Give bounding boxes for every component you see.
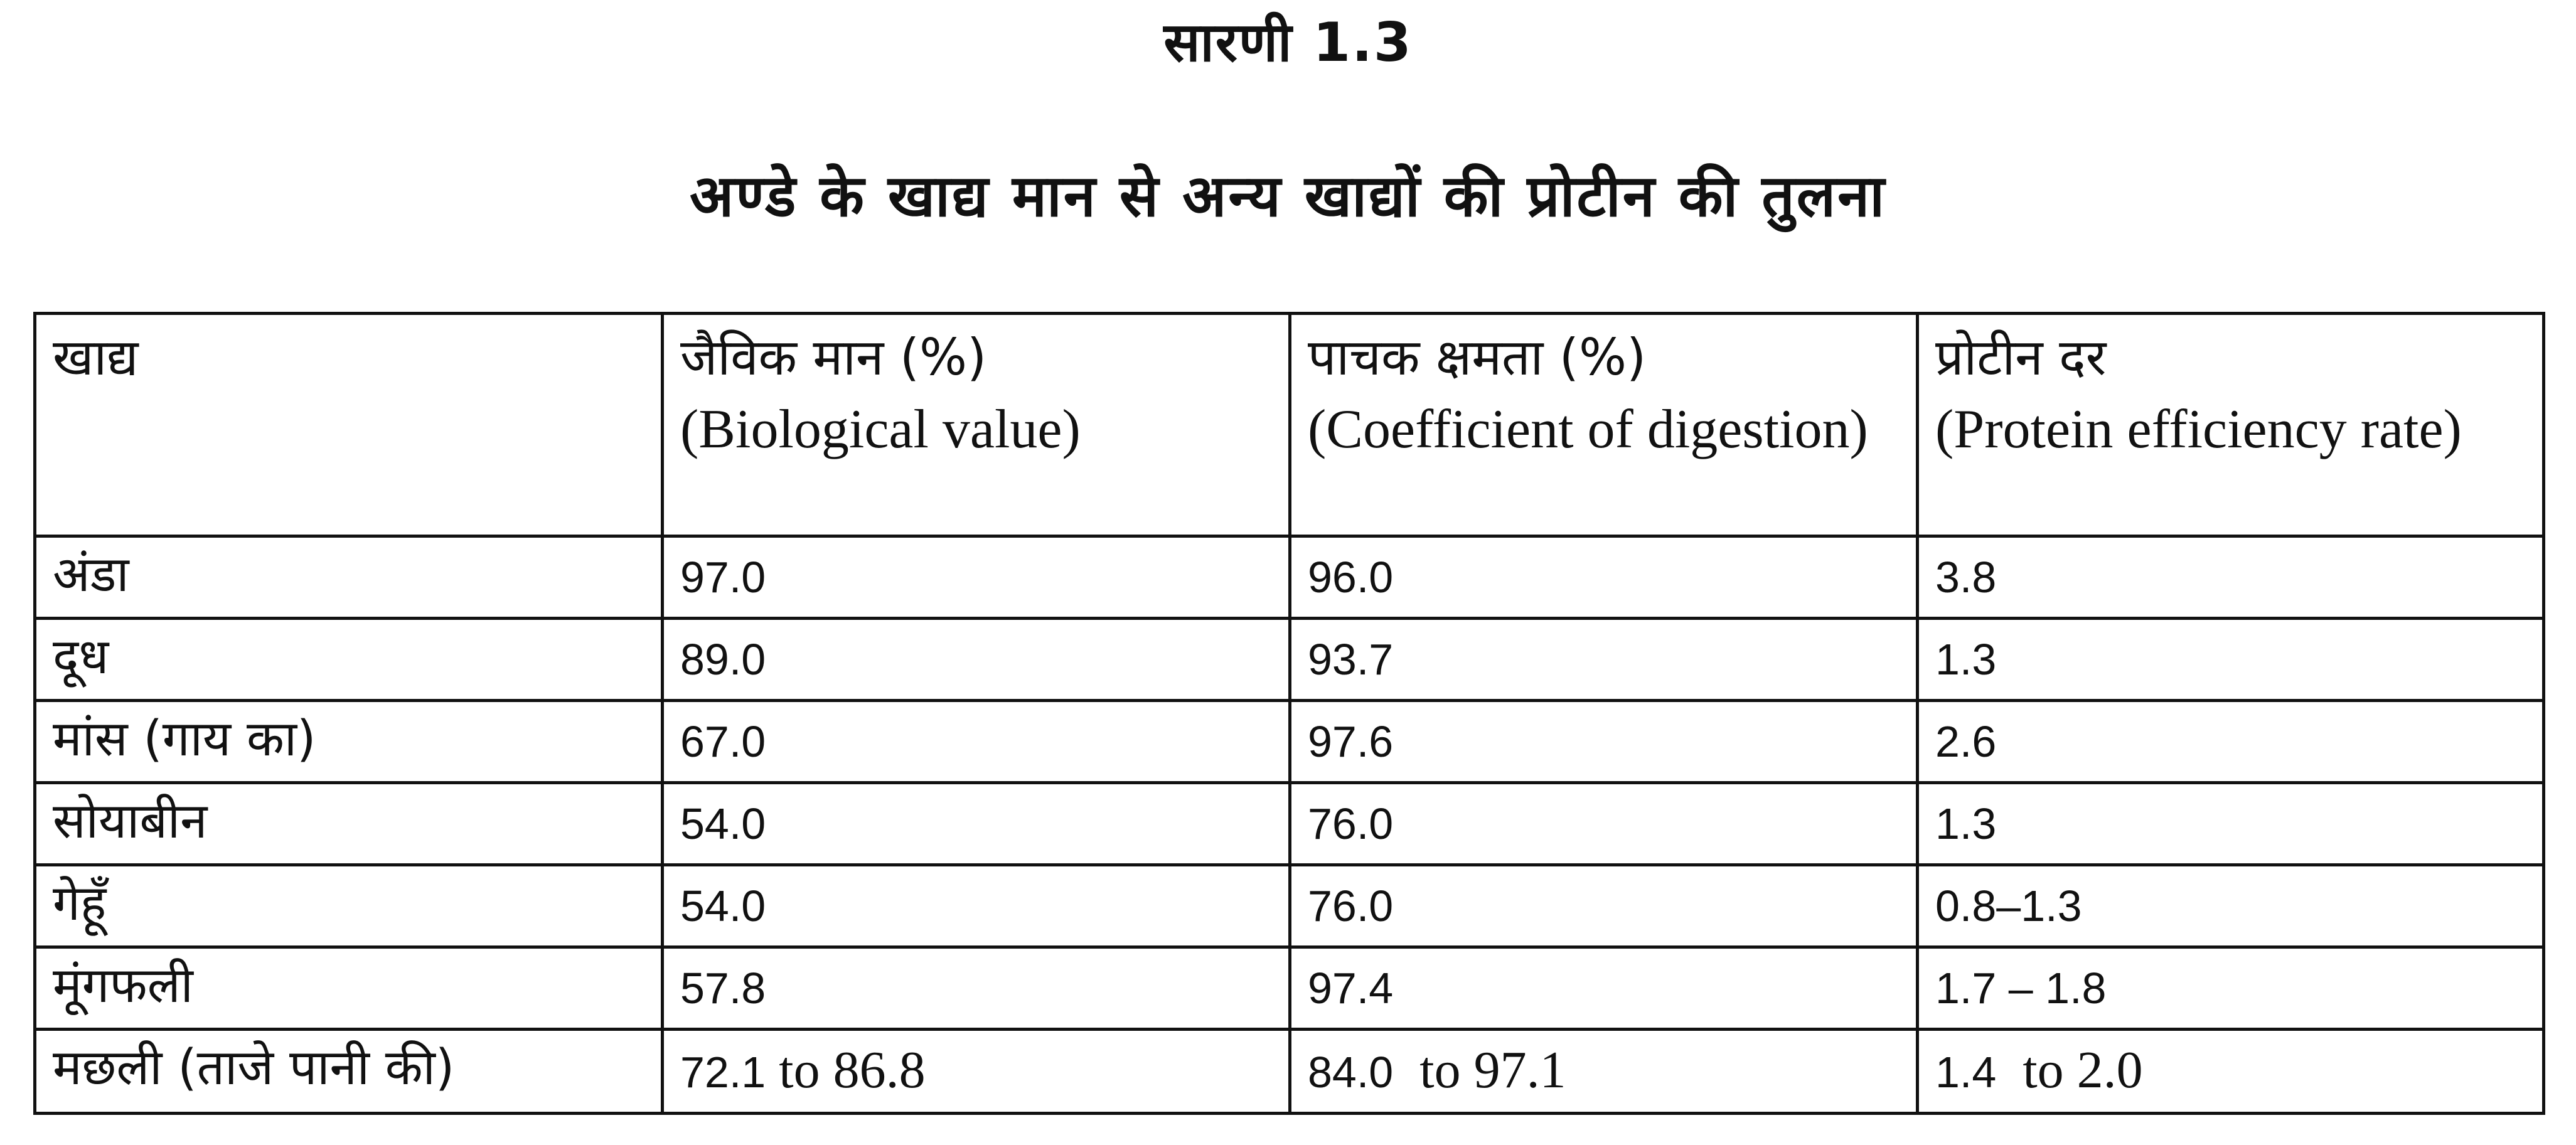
- range-to: 86.8: [833, 1041, 926, 1099]
- food-name: अंडा: [35, 536, 663, 619]
- table-row: [35, 619, 2544, 701]
- table-row: [35, 865, 2544, 947]
- header-protein-rate-hindi: प्रोटीन दर: [1935, 328, 2107, 386]
- header-biological-value-english: (Biological value): [680, 399, 1081, 460]
- table-row: [35, 783, 2544, 865]
- food-name: मूंगफली: [35, 947, 663, 1030]
- header-digestion-hindi: पाचक क्षमता (%): [1308, 328, 1647, 386]
- table-caption: अण्डे के खाद्य मान से अन्य खाद्यों की प्रोटीन की तुलना: [689, 162, 1887, 230]
- header-protein-rate-english: (Protein efficiency rate): [1935, 399, 2462, 460]
- table-row: [35, 947, 2544, 1030]
- header-food: [35, 314, 663, 536]
- table-number: सारणी 1.3: [1163, 11, 1413, 74]
- header-food-hindi: खाद्य: [53, 328, 139, 386]
- protein-comparison-table: [33, 312, 2545, 1115]
- digestion-coefficient: 97.6: [1290, 701, 1918, 783]
- range-to: 2.0: [2076, 1041, 2143, 1099]
- header-protein-rate: [1918, 314, 2544, 536]
- protein-efficiency-rate: 0.8–1.3: [1918, 865, 2544, 947]
- protein-efficiency-rate: 1.3: [1918, 619, 2544, 701]
- protein-efficiency-rate: 3.8: [1918, 536, 2544, 619]
- range-to: 97.1: [1473, 1041, 1566, 1099]
- digestion-coefficient: 96.0: [1290, 536, 1918, 619]
- biological-value: 97.0: [663, 536, 1290, 619]
- protein-efficiency-rate: 1.3: [1918, 783, 2544, 865]
- food-name: गेहूँ: [35, 865, 663, 947]
- digestion-coefficient-range: [1290, 1030, 1918, 1114]
- table-header-row: [35, 314, 2544, 536]
- food-name: मांस (गाय का): [35, 701, 663, 783]
- food-name: मछली (ताजे पानी की): [35, 1030, 663, 1114]
- header-biological-value-hindi: जैविक मान (%): [680, 328, 987, 386]
- range-separator: to: [766, 1041, 833, 1099]
- digestion-coefficient: 97.4: [1290, 947, 1918, 1030]
- protein-efficiency-rate-range: [1918, 1030, 2544, 1114]
- food-name: सोयाबीन: [35, 783, 663, 865]
- digestion-coefficient: 93.7: [1290, 619, 1918, 701]
- range-from: 1.4: [1935, 1048, 1997, 1097]
- table-row: [35, 536, 2544, 619]
- header-digestion: [1290, 314, 1918, 536]
- protein-efficiency-rate: 1.7 – 1.8: [1918, 947, 2544, 1030]
- digestion-coefficient: 76.0: [1290, 865, 1918, 947]
- biological-value-range: [663, 1030, 1290, 1114]
- range-from: 72.1: [680, 1048, 766, 1097]
- range-from: 84.0: [1308, 1048, 1394, 1097]
- biological-value: 57.8: [663, 947, 1290, 1030]
- biological-value: 89.0: [663, 619, 1290, 701]
- table-row: [35, 1030, 2544, 1114]
- digestion-coefficient: 76.0: [1290, 783, 1918, 865]
- header-digestion-english: (Coefficient of digestion): [1308, 399, 1868, 460]
- header-biological-value: [663, 314, 1290, 536]
- range-separator: to: [1393, 1041, 1474, 1099]
- biological-value: 54.0: [663, 783, 1290, 865]
- biological-value: 67.0: [663, 701, 1290, 783]
- food-name: दूध: [35, 619, 663, 701]
- range-separator: to: [1996, 1041, 2077, 1099]
- table-row: [35, 701, 2544, 783]
- protein-efficiency-rate: 2.6: [1918, 701, 2544, 783]
- biological-value: 54.0: [663, 865, 1290, 947]
